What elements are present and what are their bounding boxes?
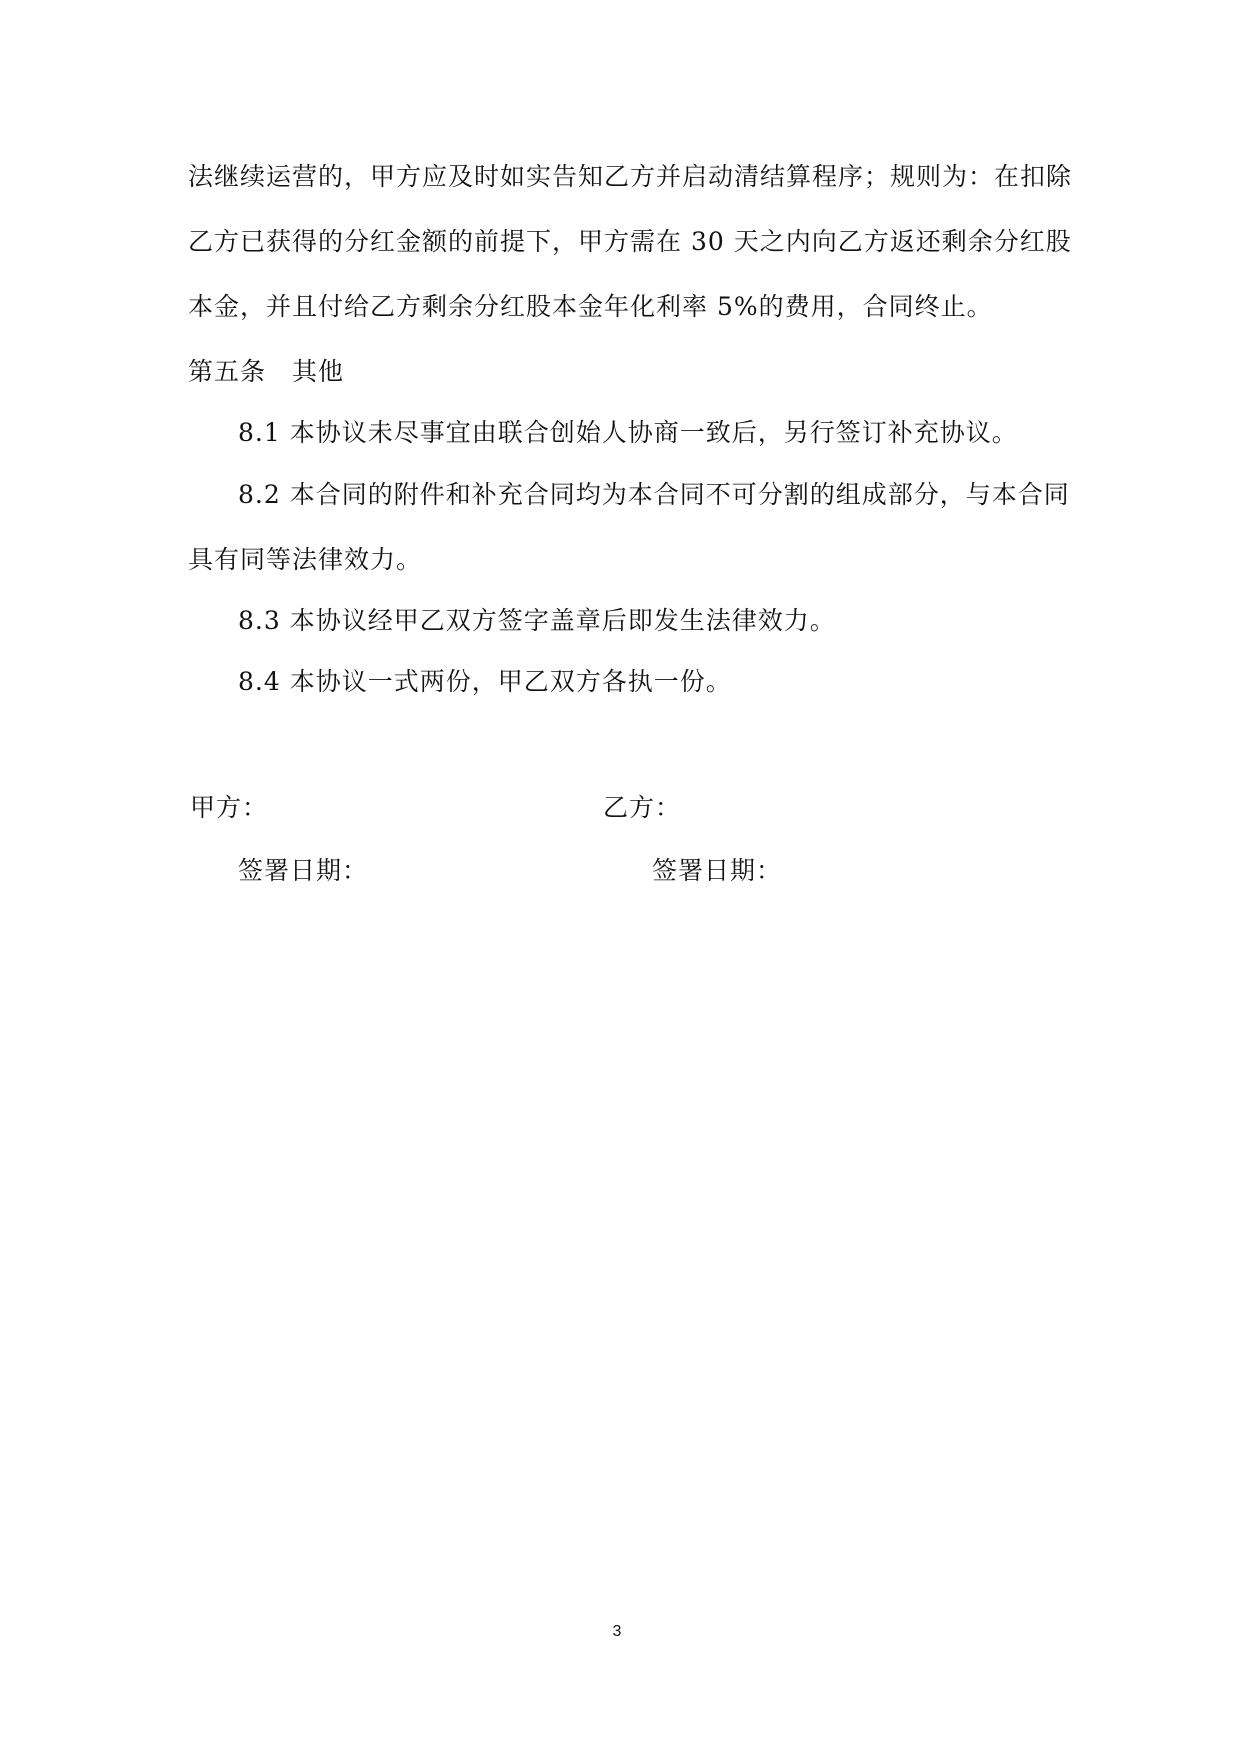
party-a-date-label: 签署日期：	[238, 856, 369, 885]
clause-8-2: 8.2 本合同的附件和补充合同均为本合同不可分割的组成部分，与本合同	[238, 480, 1070, 509]
clause-8-4: 8.4 本协议一式两份，甲乙双方各执一份。	[238, 667, 732, 696]
party-b-label: 乙方：	[603, 793, 682, 822]
party-a-label: 甲方：	[190, 793, 269, 822]
clause-8-1: 8.1 本协议未尽事宜由联合创始人协商一致后，另行签订补充协议。	[238, 418, 1018, 447]
section-heading: 第五条 其他	[188, 357, 345, 386]
page-number: 3	[612, 1623, 622, 1640]
paragraph-line: 本金，并且付给乙方剩余分红股本金年化利率 5%的费用，合同终止。	[188, 292, 993, 321]
paragraph-line: 法继续运营的，甲方应及时如实告知乙方并启动清结算程序；规则为：在扣除	[188, 162, 1073, 191]
party-b-date-label: 签署日期：	[652, 856, 783, 885]
paragraph-line: 乙方已获得的分红金额的前提下，甲方需在 30 天之内向乙方返还剩余分红股	[188, 227, 1072, 256]
clause-8-3: 8.3 本协议经甲乙双方签字盖章后即发生法律效力。	[238, 606, 836, 635]
clause-8-2-continuation: 具有同等法律效力。	[188, 545, 423, 574]
